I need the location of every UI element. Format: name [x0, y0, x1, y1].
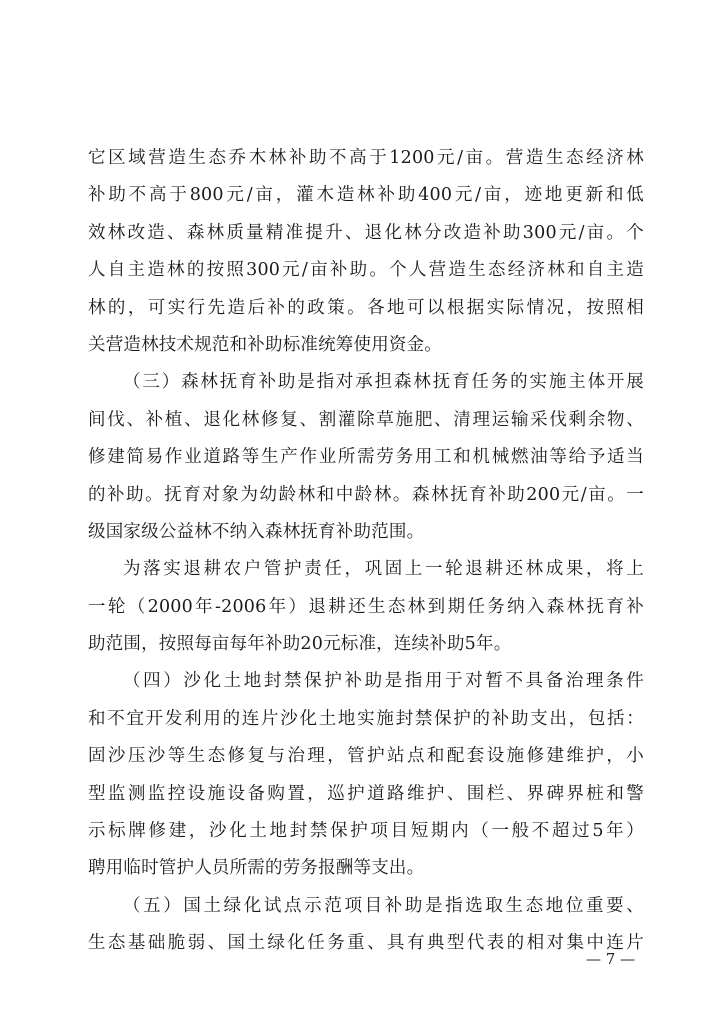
text-line: （五）国土绿化试点示范项目补助是指选取生态地位重要、 [123, 895, 644, 916]
text-line: 补助不高于800元/亩，灌木造林补助400元/亩，迹地更新和低 [88, 185, 644, 206]
page-number: — 7 — [586, 950, 636, 968]
text-line: 关营造林技术规范和补助标准统筹使用资金。 [88, 334, 442, 355]
text-line: 它区域营造生态乔木林补助不高于1200元/亩。营造生态经济林 [88, 148, 644, 168]
text-line: 间伐、补植、退化林修复、割灌除草施肥、清理运输采伐剩余物、 [88, 409, 644, 430]
text-line: 林的，可实行先造后补的政策。各地可以根据实际情况，按照相 [88, 297, 644, 318]
text-line: 一轮（2000年-2006年）退耕还生态林到期任务纳入森林抚育补 [88, 596, 644, 617]
text-line: 修建简易作业道路等生产作业所需劳务用工和机械燃油等给予适当 [88, 447, 644, 468]
text-line: 人自主造林的按照300元/亩补助。个人营造生态经济林和自主造 [88, 260, 644, 281]
text-line: 固沙压沙等生态修复与治理，管护站点和配套设施修建维护，小 [88, 746, 644, 767]
text-line: 的补助。抚育对象为幼龄林和中龄林。森林抚育补助200元/亩。一 [88, 484, 644, 505]
text-line: 为落实退耕农户管护责任，巩固上一轮退耕还林成果，将上 [123, 559, 644, 580]
text-line: （四）沙化土地封禁保护补助是指用于对暂不具备治理条件 [123, 671, 644, 692]
text-line: 助范围，按照每亩每年补助20元标准，连续补助5年。 [88, 634, 512, 655]
text-line: （三）森林抚育补助是指对承担森林抚育任务的实施主体开展 [123, 372, 644, 393]
text-line: 效林改造、森林质量精准提升、退化林分改造补助300元/亩。个 [88, 222, 644, 243]
text-line: 聘用临时管护人员所需的劳务报酬等支出。 [88, 858, 425, 879]
text-line: 级国家级公益林不纳入森林抚育补助范围。 [88, 521, 425, 542]
text-line: 和不宜开发利用的连片沙化土地实施封禁保护的补助支出，包括： [88, 708, 644, 729]
text-line: 示标牌修建，沙化土地封禁保护项目短期内（一般不超过5年） [88, 821, 644, 842]
body-text [88, 140, 644, 963]
text-line: 型监测监控设施设备购置，巡护道路维护、围栏、界碑界桩和警 [88, 783, 644, 804]
text-line: 生态基础脆弱、国土绿化任务重、具有典型代表的相对集中连片 [88, 933, 644, 954]
